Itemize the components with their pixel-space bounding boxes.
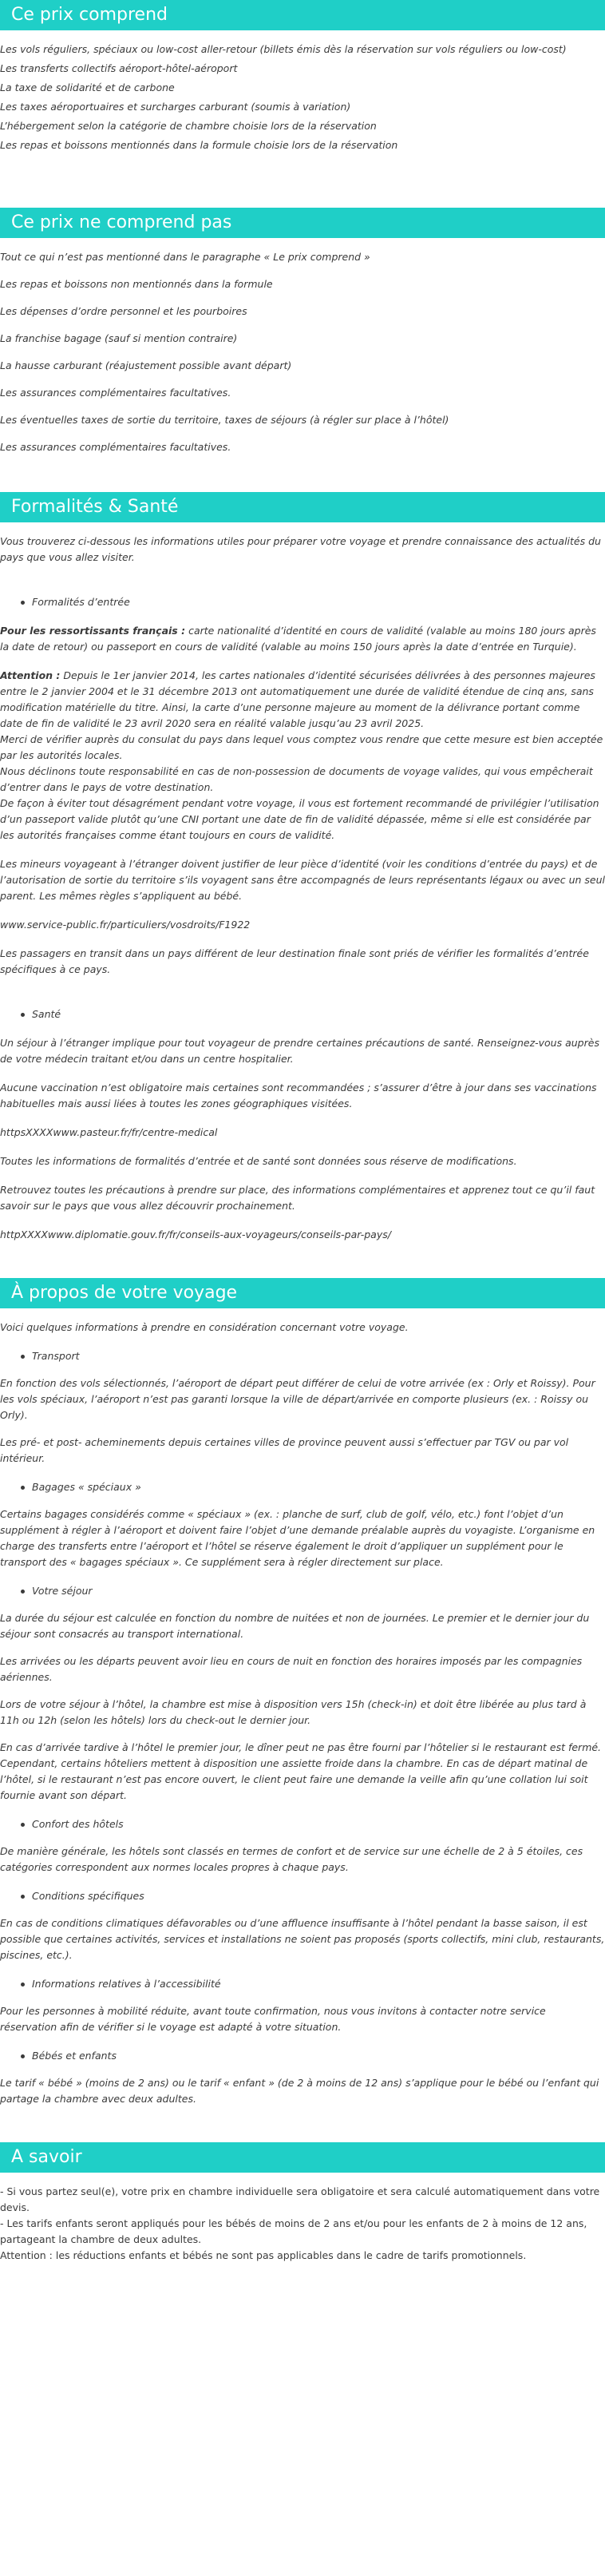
includes-item: Les transferts collectifs aéroport-hôtel-aéroport (0, 62, 238, 74)
formalities-intro: Vous trouverez ci-dessous les informations utiles pour préparer votre voyage et prendre connaissance des actualités du pays que vous allez visiter. (0, 535, 601, 563)
includes-item: Les vols réguliers, spéciaux ou low-cost aller-retour (billets émis dès la réservation sur vols réguliers ou low-cost) (0, 43, 567, 55)
precautions-paragraph: Retrouvez toutes les précautions à prendre sur place, des informations complémentaires et apprenez tout ce qu’il faut savoir sur le pays que vous allez découvrir prochainement. (0, 1184, 595, 1212)
minors-paragraph: Les mineurs voyageant à l’étranger doivent justifier de leur pièce d’identité (voir les conditions d’entrée du pays) et de l’autorisation de sortie du territoire s’ils voyagent sans être accompagnés de leurs représentants légaux ou avec un seul parent. Les mêmes règles s’appliquent au bébé. (0, 858, 605, 902)
section-title-formalities-health: Formalités & Santé (0, 492, 605, 522)
special-luggage-paragraph: Certains bagages considérés comme « spéciaux » (ex. : planche de surf, club de golf, vélo, etc.) font l’objet d’un supplément à régler à l’aéroport et doivent faire l’objet d’une demande préalable auprès du voyagiste. L’organisme en charge des transferts entre l’aéroport et l’hôtel se réserve également le droit d’appliquer un supplément pour le transport des « bagages spéciaux ». Ce supplément sera à régler directement sur place. (0, 1508, 595, 1568)
consulat-note: Merci de vérifier auprès du consulat du pays dans lequel vous comptez vous rendre que cette mesure est bien acceptée par les autorités locales. (0, 733, 603, 761)
section-title-price-includes: Ce prix comprend (0, 0, 605, 30)
excludes-item: Les éventuelles taxes de sortie du territoire, taxes de séjours (à régler sur place à l’hôtel) (0, 414, 449, 426)
specific-conditions-paragraph: En cas de conditions climatiques défavorables ou d’une affluence insuffisante à l’hôtel pendant la basse saison, il est possible que certaines activités, services et installations ne soient pas proposés (sports collectifs, mini club, restaurants, piscines, etc.). (0, 1917, 605, 1961)
excludes-item: Les assurances complémentaires facultatives. (0, 441, 231, 453)
includes-item: Les taxes aéroportuaires et surcharges carburant (soumis à variation) (0, 101, 351, 113)
bullet-specific-conditions: Conditions spécifiques (0, 1888, 605, 1904)
hotel-comfort-paragraph: De manière générale, les hôtels sont classés en termes de confort et de service sur une échelle de 2 à 5 étoiles, ces catégories correspondent aux normes locales propres à chaque pays. (0, 1845, 583, 1873)
stay-paragraph-1: La durée du séjour est calculée en fonction du nombre de nuitées et non de journées. Le premier et le dernier jour du séjour sont consacrés au transport international. (0, 1612, 590, 1640)
french-residents-paragraph (0, 623, 605, 655)
vaccination-paragraph: Aucune vaccination n’est obligatoire mais certaines sont recommandées ; s’assurer d’être à jour dans ses vaccinations habituelles mais aussi liées à toutes les zones géographiques visitées. (0, 1082, 597, 1109)
includes-item: Les repas et boissons mentionnés dans la formule choisie lors de la réservation (0, 139, 398, 151)
excludes-item: Tout ce qui n’est pas mentionné dans le paragraphe « Le prix comprend » (0, 251, 370, 263)
about-intro: Voici quelques informations à prendre en considération concernant votre voyage. (0, 1321, 409, 1333)
section-formalities-health (0, 492, 605, 1243)
bullet-health: Santé (0, 1006, 605, 1022)
section-good-to-know (0, 2142, 605, 2264)
attention-text: Depuis le 1er janvier 2014, les cartes nationales d’identité sécurisées délivrées à des personnes majeures entre le 2 janvier 2004 et le 31 décembre 2013 ont automatiquement une durée de validité étendue de cinq ans, sans modification matérielle du titre. Ainsi, la carte d’une personne majeure au moment de la délivrance portant comme date de fin de validité le 23 avril 2020 sera en réalité valable jusqu’au 23 avril 2025. (0, 669, 595, 729)
section-title-price-excludes: Ce prix ne comprend pas (0, 208, 605, 238)
diplomatie-link[interactable]: httpXXXXwww.diplomatie.gouv.fr/fr/conseils-aux-voyageurs/conseils-par-pays/ (0, 1228, 391, 1240)
french-residents-text: carte nationalité d’identité en cours de validité (valable au moins 180 jours après la date de retour) ou passeport en cours de validité (valable au moins 150 jours après la date d’entrée en Turquie). (0, 625, 596, 653)
good-to-know-line: Attention : les réductions enfants et bébés ne sont pas applicables dans le cadre de tarifs promotionnels. (0, 2249, 527, 2261)
section-price-includes (0, 0, 605, 153)
stay-paragraph-4: En cas d’arrivée tardive à l’hôtel le premier jour, le dîner peut ne pas être fourni par l’hôtelier si le restaurant est fermé. Cependant, certains hôteliers mettent à disposition une assiette froide dans la chambre. En cas de départ matinal de l’hôtel, si le restaurant n’est pas encore ouvert, le client peut faire une demande la veille afin qu’une collation lui soit fournie avant son départ. (0, 1741, 602, 1801)
accessibility-paragraph: Pour les personnes à mobilité réduite, avant toute confirmation, nous vous invitons à contacter notre service réservation afin de vérifier si le voyage est adapté à votre situation. (0, 2005, 546, 2033)
includes-item: L’hébergement selon la catégorie de chambre choisie lors de la réservation (0, 120, 377, 132)
passport-recommendation: De façon à éviter tout désagrément pendant votre voyage, il vous est fortement recommandé de privilégier l’utilisation d’un passeport valide plutôt qu’une CNI portant une date de fin de validité dépassée, même si elle est considérée par les autorités françaises comme étant toujours en cours de validité. (0, 797, 599, 841)
bullet-babies-children: Bébés et enfants (0, 2048, 605, 2064)
excludes-item: Les repas et boissons non mentionnés dans la formule (0, 278, 273, 290)
excludes-item: La hausse carburant (réajustement possible avant départ) (0, 359, 292, 371)
good-to-know-line: - Si vous partez seul(e), votre prix en chambre individuelle sera obligatoire et sera calculé automatiquement dans votre devis. (0, 2185, 600, 2213)
excludes-item: La franchise bagage (sauf si mention contraire) (0, 332, 238, 344)
includes-item: La taxe de solidarité et de carbone (0, 81, 175, 93)
bullet-special-luggage: Bagages « spéciaux » (0, 1479, 605, 1495)
excludes-item: Les dépenses d’ordre personnel et les pourboires (0, 305, 247, 317)
bullet-transport: Transport (0, 1348, 605, 1364)
transit-paragraph: Les passagers en transit dans un pays différent de leur destination finale sont priés de vérifier les formalités d’entrée spécifiques à ce pays. (0, 947, 589, 975)
health-paragraph: Un séjour à l’étranger implique pour tout voyageur de prendre certaines précautions de santé. Renseignez-vous auprès de votre médecin traitant et/ou dans un centre hospitalier. (0, 1037, 599, 1065)
attention-label: Attention : (0, 669, 61, 681)
pasteur-link[interactable]: httpsXXXXwww.pasteur.fr/fr/centre-medical (0, 1126, 218, 1138)
good-to-know-line: - Les tarifs enfants seront appliqués pour les bébés de moins de 2 ans et/ou pour les enfants de 2 à moins de 12 ans, partageant la chambre de deux adultes. (0, 2217, 587, 2245)
excludes-item: Les assurances complémentaires facultatives. (0, 387, 231, 399)
stay-paragraph-3: Lors de votre séjour à l’hôtel, la chambre est mise à disposition vers 15h (check-in) et doit être libérée au plus tard à 11h ou 12h (selon les hôtels) lors du check-out le dernier jour. (0, 1698, 587, 1726)
formalities-disclaimer: Toutes les informations de formalités d’entrée et de santé sont données sous réserve de modifications. (0, 1155, 517, 1167)
bullet-hotel-comfort: Confort des hôtels (0, 1816, 605, 1832)
service-public-link[interactable]: www.service-public.fr/particuliers/vosdroits/F1922 (0, 919, 251, 931)
section-about-trip (0, 1278, 605, 2107)
attention-paragraph (0, 668, 605, 732)
bullet-accessibility: Informations relatives à l’accessibilité (0, 1976, 605, 1992)
transport-paragraph-2: Les pré- et post- acheminements depuis certaines villes de province peuvent aussi s’effectuer par TGV ou par vol intérieur. (0, 1436, 569, 1464)
transport-paragraph-1: En fonction des vols sélectionnés, l’aéroport de départ peut différer de celui de votre arrivée (ex : Orly et Roissy). Pour les vols spéciaux, l’aéroport n’est pas garanti lorsque la ville de départ/arrivée en comporte plusieurs (ex. : Roissy ou Orly). (0, 1377, 595, 1421)
stay-paragraph-2: Les arrivées ou les départs peuvent avoir lieu en cours de nuit en fonction des horaires imposés par les compagnies aériennes. (0, 1655, 583, 1683)
section-price-excludes (0, 208, 605, 455)
french-residents-label: Pour les ressortissants français : (0, 625, 186, 637)
section-title-about-trip: À propos de votre voyage (0, 1278, 605, 1308)
bullet-entry-formalities: Formalités d’entrée (0, 594, 605, 610)
responsibility-note: Nous déclinons toute responsabilité en cas de non-possession de documents de voyage valides, qui vous empêcherait d’entrer dans le pays de votre destination. (0, 765, 593, 793)
bullet-your-stay: Votre séjour (0, 1583, 605, 1599)
section-title-good-to-know: A savoir (0, 2142, 605, 2173)
babies-children-paragraph: Le tarif « bébé » (moins de 2 ans) ou le tarif « enfant » (de 2 à moins de 12 ans) s’applique pour le bébé ou l’enfant qui partage la chambre avec deux adultes. (0, 2077, 599, 2105)
